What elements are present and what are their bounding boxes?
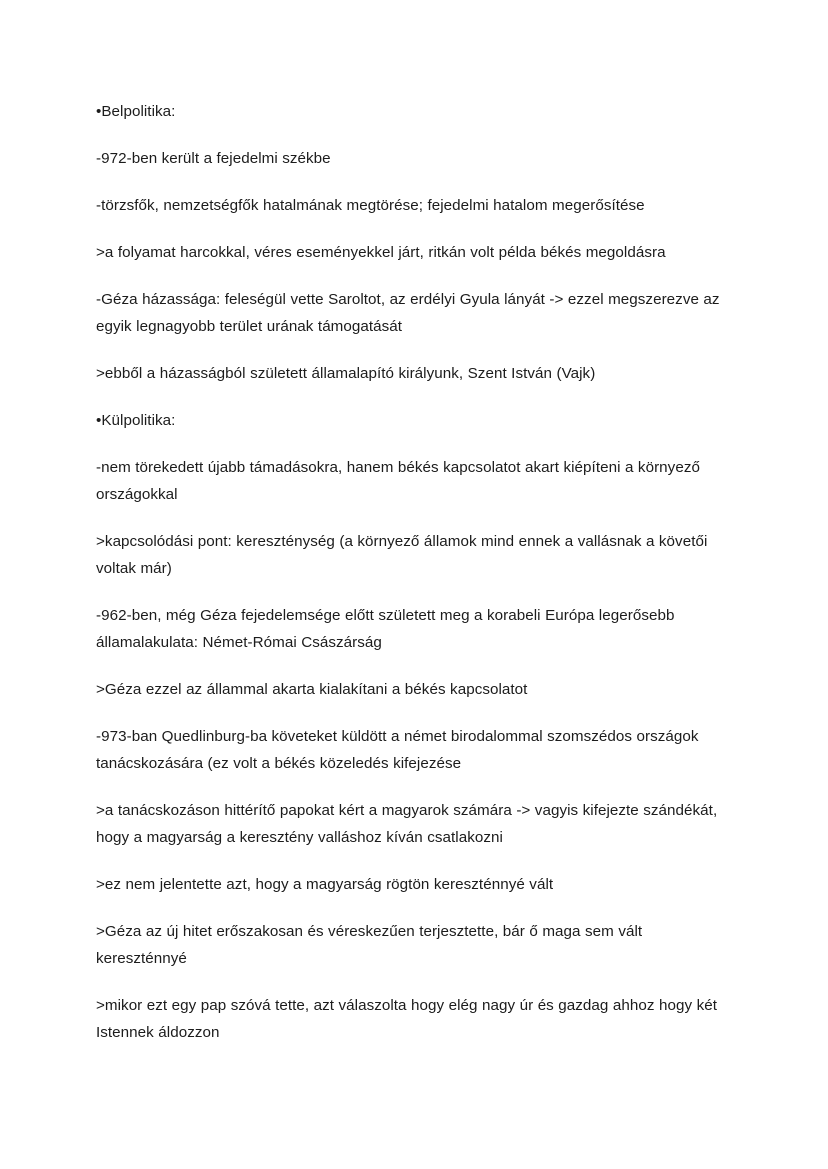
paragraph-ket-istennek-aldozzon: >mikor ezt egy pap szóvá tette, azt válaszolta hogy elég nagy úr és gazdag ahhoz hogy két Istennek áldozzon bbox=[96, 997, 718, 1041]
paragraph-torzsfok-hatalom: -törzsfők, nemzetségfők hatalmának megtörése; fejedelmi hatalom megerősítése bbox=[96, 197, 645, 214]
paragraph-kapcsolodasi-pont: >kapcsolódási pont: kereszténység (a környező államok mind ennek a vallásnak a követői voltak már) bbox=[96, 533, 708, 577]
document-body bbox=[96, 98, 724, 1046]
paragraph-geza-hazassaga: -Géza házassága: feleségül vette Saroltot, az erdélyi Gyula lányát -> ezzel megszerezve az egyik legnagyobb terület urának támogatását bbox=[96, 291, 720, 335]
paragraph-eroszakos-terjesztes: >Géza az új hitet erőszakosan és véreskezűen terjesztette, bár ő maga sem vált kereszténnyé bbox=[96, 923, 643, 967]
paragraph-geza-allam-kapcsolat: >Géza ezzel az állammal akarta kialakítani a békés kapcsolatot bbox=[96, 681, 528, 698]
paragraph-belpolitika-heading: •Belpolitika: bbox=[96, 103, 176, 120]
paragraph-kulpolitika-heading: •Külpolitika: bbox=[96, 412, 176, 429]
paragraph-hitterito-papok: >a tanácskozáson hittérítő papokat kért a magyarok számára -> vagyis kifejezte szándékát, hogy a magyarság a keresztény valláshoz kíván csatlakozni bbox=[96, 802, 718, 846]
paragraph-973-quedlinburg: -973-ban Quedlinburg-ba követeket küldött a német birodalommal szomszédos országok tanácskozására (ez volt a békés közeledés kifejezése bbox=[96, 728, 699, 772]
paragraph-nem-jelentette: >ez nem jelentette azt, hogy a magyarság rögtön kereszténnyé vált bbox=[96, 876, 554, 893]
paragraph-bekes-kapcsolat: -nem törekedett újabb támadásokra, hanem békés kapcsolatot akart kiépíteni a környező országokkal bbox=[96, 459, 700, 503]
paragraph-folyamat-harcokkal: >a folyamat harcokkal, véres eseményekkel járt, ritkán volt példa békés megoldásra bbox=[96, 244, 666, 261]
paragraph-szent-istvan: >ebből a házasságból született államalapító királyunk, Szent István (Vajk) bbox=[96, 365, 596, 382]
paragraph-962-nemet-romai: -962-ben, még Géza fejedelemsége előtt született meg a korabeli Európa legerősebb államalakulata: Német-Római Császárság bbox=[96, 607, 675, 651]
paragraph-972-fejedelmi-szek: -972-ben került a fejedelmi székbe bbox=[96, 150, 331, 167]
